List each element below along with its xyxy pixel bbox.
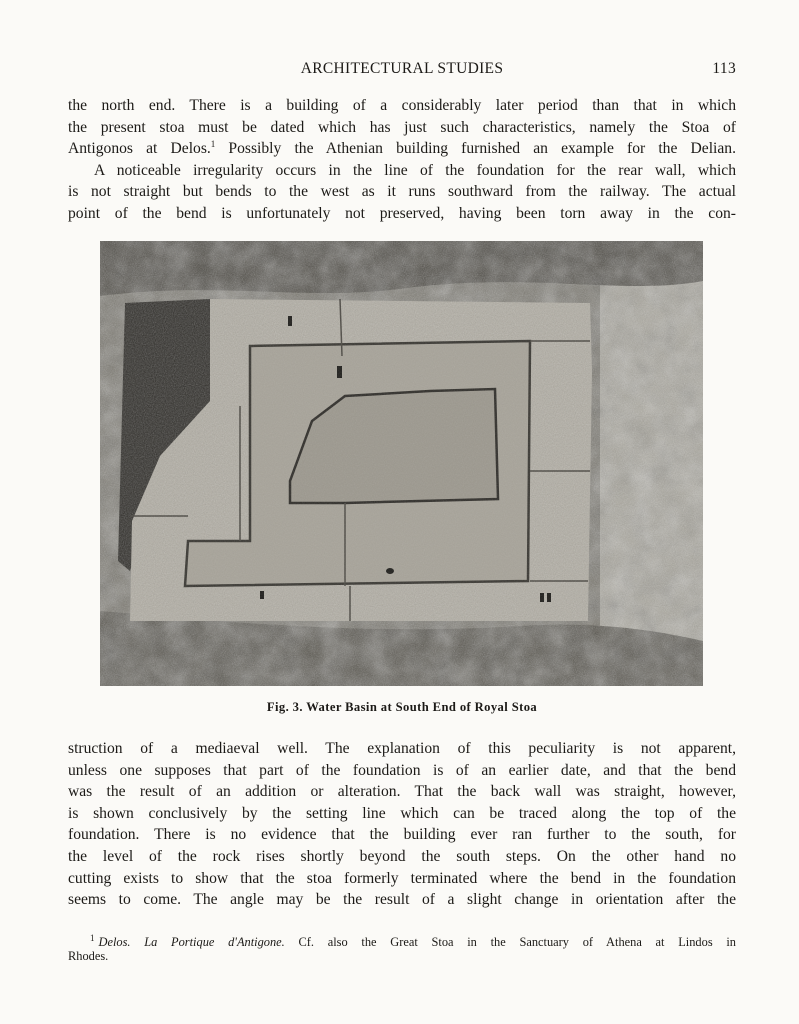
- bottom-paragraph: [68, 738, 736, 911]
- footnote: [68, 929, 736, 965]
- text-line: foundation. There is no evidence that the building ever ran further to the south, for: [68, 826, 736, 844]
- page-number: 113: [712, 60, 736, 77]
- running-head: [68, 60, 736, 82]
- text-line: the north end. There is a building of a considerably later period than that in which: [68, 97, 736, 114]
- text-line: A noticeable irregularity occurs in the line of the foundation for the rear wall, which: [94, 161, 736, 179]
- figure-photograph: [100, 241, 703, 686]
- text-line: is not straight but bends to the west as it runs southward from the railway. The actual: [68, 183, 736, 201]
- footnote-reference: 1: [210, 139, 216, 149]
- text-line: is shown conclusively by the setting line which can be traced along the top of the: [68, 804, 736, 822]
- top-paragraph: [68, 95, 736, 225]
- footnote-citation: Delos. La Portique d'Antigone.: [98, 935, 285, 950]
- text-line: the present stoa must be dated which has just such characteristics, namely the Stoa of: [68, 118, 736, 136]
- text-line: the level of the rock rises shortly beyond the south steps. On the other hand no: [68, 847, 736, 865]
- footnote-line: Rhodes.: [68, 949, 109, 963]
- text-segment: Possibly the Athenian building furnished an example for the Delian.: [215, 140, 737, 158]
- text-segment: Antigonos at Delos.: [68, 140, 211, 158]
- text-line: seems to come. The angle may be the result of a slight change in orientation after the: [68, 891, 736, 909]
- footnote-text: Cf. also the Great Stoa in the Sanctuary of Athena at Lindos in: [284, 935, 736, 950]
- text-line: was the result of an addition or alteration. That the back wall was straight, however,: [68, 783, 736, 801]
- water-basin-photo: [100, 241, 703, 686]
- footnote-line: [68, 929, 736, 950]
- running-title: ARCHITECTURAL STUDIES: [300, 60, 504, 77]
- text-line: struction of a mediaeval well. The explanation of this peculiarity is not apparent,: [68, 740, 736, 757]
- figure-caption: Fig. 3. Water Basin at South End of Royal Stoa: [266, 700, 538, 714]
- text-line: unless one supposes that part of the foundation is of an earlier date, and that the bend: [68, 761, 736, 779]
- text-line: point of the bend is unfortunately not preserved, having been torn away in the con-: [68, 204, 736, 222]
- footnote-marker: 1: [90, 933, 95, 943]
- text-line: cutting exists to show that the stoa formerly terminated where the bend in the foundation: [68, 869, 736, 887]
- text-line: [68, 138, 736, 160]
